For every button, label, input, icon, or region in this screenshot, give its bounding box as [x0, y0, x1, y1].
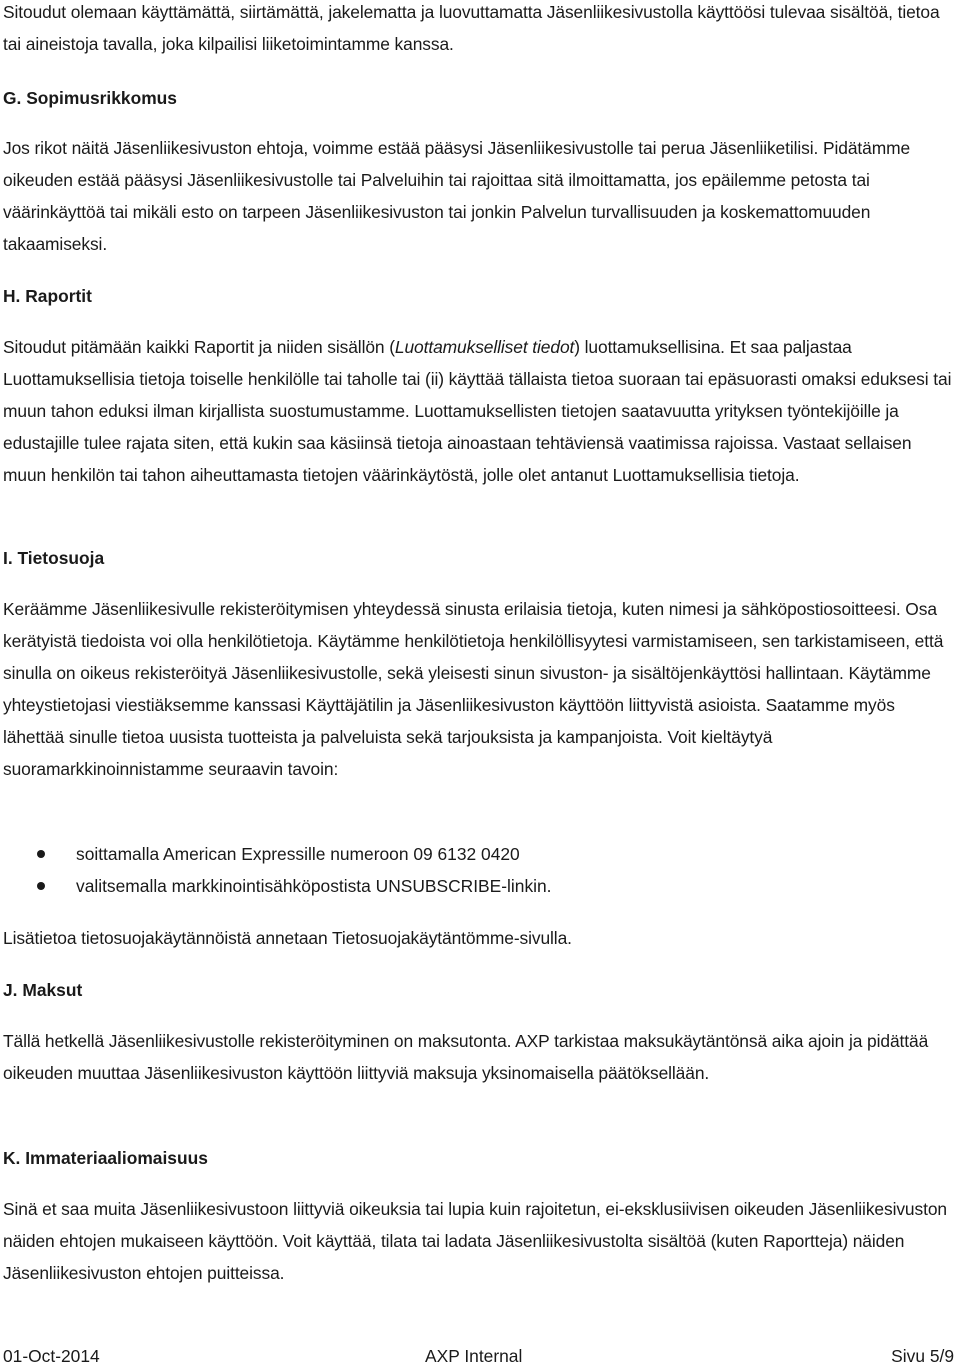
section-i-heading: I. Tietosuoja — [3, 548, 105, 568]
footer-classification: AXP Internal — [425, 1346, 523, 1366]
list-item-text: soittamalla American Expressille numeroon 09 6132 0420 — [76, 844, 520, 864]
section-k-paragraph: Sinä et saa muita Jäsenliikesivustoon liittyviä oikeuksia tai lupia kuin rajoitetun, ei-eksklusiivisen oikeuden Jäsenliikesivuston näiden ehtojen mukaiseen käyttöön. Voit käyttää, tilata tai ladata Jäsenliikesivustolta sisältöä (kuten Raportteja) näiden Jäsenliikesivuston ehtojen puitteissa. — [3, 1199, 947, 1283]
bullet-icon — [37, 850, 45, 858]
page-footer — [0, 1342, 960, 1370]
footer-date: 01-Oct-2014 — [3, 1346, 100, 1366]
section-h-text-before: Sitoudut pitämään kaikki Raportit ja niiden sisällön ( — [3, 337, 395, 357]
section-i-paragraph: Keräämme Jäsenliikesivulle rekisteröitymisen yhteydessä sinusta erilaisia tietoja, kuten nimesi ja sähköpostiosoitteesi. Osa kerätyistä tiedoista voi olla henkilötietoja. Käytämme henkilötietoja henkilöllisyytesi varmistamiseen, sen tarkistamiseen, että sinulla on oikeus rekisteröityä Jäsenliikesivustolle, sekä yleisesti sinun sivuston- ja sisältöjenkäyttösi hallintaan. Käytämme yhteystietojasi viestiäksemme kanssasi Käyttäjätilin ja Jäsenliikesivuston käyttöön liittyvistä asioista. Saatamme myös lähettää sinulle tietoa uusista tuotteista ja palveluista sekä tarjouksista ja kampanjoista. Voit kieltäytyä suoramarkkinoinnistamme seuraavin tavoin: — [3, 599, 944, 779]
section-h-italic-term: Luottamukselliset tiedot — [394, 337, 575, 357]
section-j-paragraph: Tällä hetkellä Jäsenliikesivustolle rekisteröityminen on maksutonta. AXP tarkistaa maksukäytäntönsä aika ajoin ja pidättää oikeuden muuttaa Jäsenliikesivuston käyttöön liittyviä maksuja yksinomaisella päätöksellään. — [3, 1031, 929, 1083]
section-g-paragraph: Jos rikot näitä Jäsenliikesivuston ehtoja, voimme estää pääsysi Jäsenliikesivustolle tai perua Jäsenliiketilisi. Pidätämme oikeuden estää pääsysi Jäsenliikesivustolle tai Palveluihin tai rajoittaa sitä ilmoittamatta, jos epäilemme petosta tai väärinkäyttöä tai mikäli esto on tarpeen Jäsenliikesivuston tai jonkin Palvelun turvallisuuden ja koskemattomuuden takaamiseksi. — [3, 138, 911, 254]
section-g-heading: G. Sopimusrikkomus — [3, 88, 177, 108]
bullet-icon — [37, 882, 45, 890]
section-j-heading: J. Maksut — [3, 980, 83, 1000]
section-h-paragraph — [3, 331, 958, 491]
list-item — [0, 870, 955, 902]
opt-out-list — [0, 838, 955, 902]
footer-page-number: Sivu 5/9 — [891, 1346, 954, 1366]
list-item — [0, 838, 955, 870]
privacy-more-info: Lisätietoa tietosuojakäytännöistä annetaan Tietosuojakäytäntömme-sivulla. — [3, 928, 572, 948]
intro-paragraph: Sitoudut olemaan käyttämättä, siirtämättä, jakelematta ja luovuttamatta Jäsenliikesivustolla käyttöösi tulevaa sisältöä, tietoa tai aineistoja tavalla, joka kilpailisi liiketoimintamme kanssa. — [3, 2, 940, 54]
section-h-text-after: ) luottamuksellisina. Et saa paljastaa Luottamuksellisia tietoja toiselle henkilölle tai taholle tai (ii) käyttää tällaista tietoa suoraan tai epäsuorasti omaksi eduksesi tai muun tahon eduksi ilman kirjallista suostumustamme. Luottamuksellisten tietojen saatavuutta yrityksen työntekijöille ja edustajille tulee rajata siten, että kukin saa käsiinsä tietoja ainoastaan tehtäviensä vaatimissa rajoissa. Vastaat sellaisen muun henkilön tai tahon aiheuttamasta tietojen väärinkäytöstä, jolle olet antanut Luottamuksellisia tietoja. — [3, 337, 952, 485]
list-item-text: valitsemalla markkinointisähköpostista UNSUBSCRIBE-linkin. — [76, 876, 552, 896]
section-k-heading: K. Immateriaaliomaisuus — [3, 1148, 208, 1168]
section-h-heading: H. Raportit — [3, 286, 92, 306]
